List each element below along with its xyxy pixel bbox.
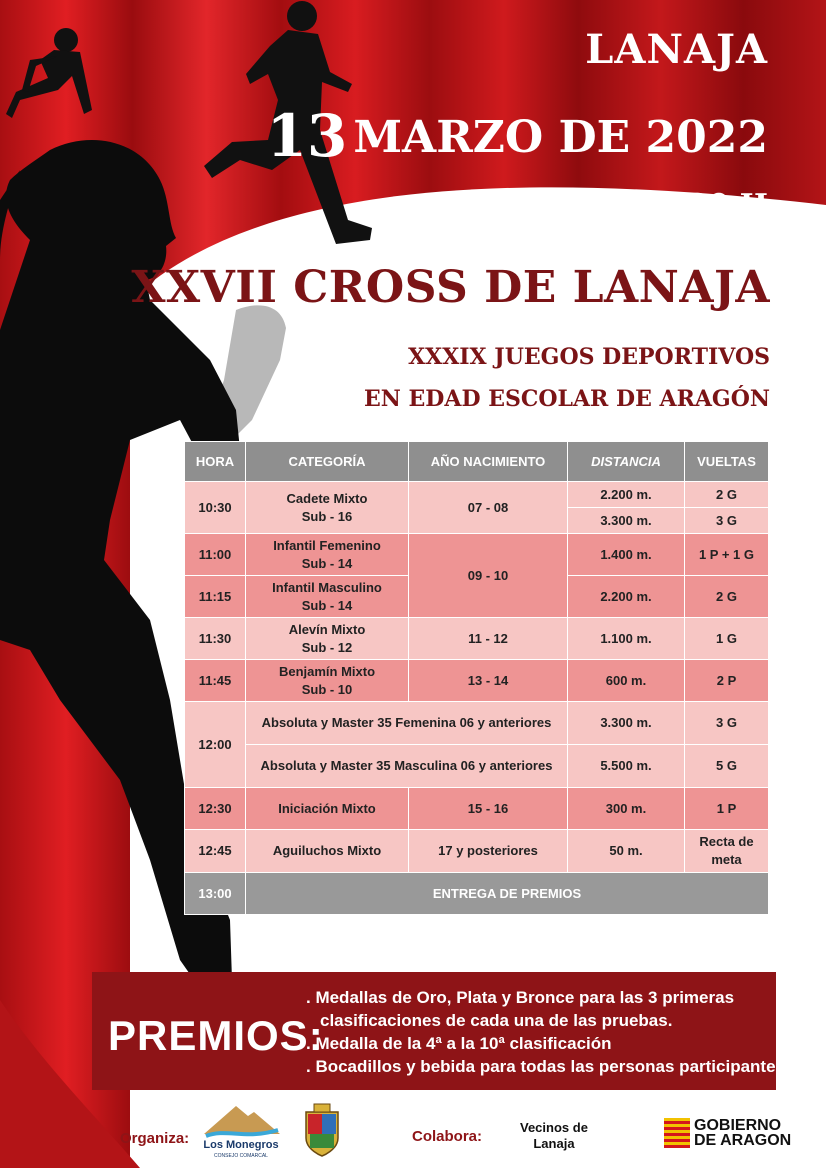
categoria-sub: Sub - 12: [301, 639, 353, 655]
header-anio-nacimiento: AÑO NACIMIENTO: [409, 442, 568, 482]
colabora-label: Colabora:: [412, 1128, 483, 1145]
monegros-name: Los Monegros: [203, 1139, 279, 1151]
categoria-name: Infantil Femenino: [273, 537, 381, 553]
cell-categoria: Absoluta y Master 35 Femenina 06 y anteriores: [246, 702, 568, 745]
cell-anio: 07 - 08: [409, 482, 568, 534]
cell-categoria: [246, 534, 409, 576]
cell-anio: 17 y posteriores: [409, 830, 568, 873]
cell-hora: 13:00: [185, 873, 246, 915]
table-header-row: [185, 442, 769, 482]
prizes-panel: [92, 972, 785, 1090]
cell-categoria: Aguiluchos Mixto: [246, 830, 409, 873]
cell-distancia: 3.300 m.: [568, 702, 685, 745]
cell-hora: 11:15: [185, 576, 246, 618]
organiza-label: Organiza:: [120, 1130, 190, 1147]
cell-distancia: 1.100 m.: [568, 618, 685, 660]
event-date: [267, 102, 768, 170]
cell-hora: 11:00: [185, 534, 246, 576]
lanaja-coat-of-arms: [304, 1102, 340, 1158]
date-month-year: MARZO DE 2022: [353, 112, 768, 163]
categoria-name: Infantil Masculino: [272, 579, 382, 595]
vueltas-line-2: meta: [711, 852, 742, 867]
header-hora: HORA: [185, 442, 246, 482]
cell-anio: 15 - 16: [409, 788, 568, 830]
cell-vueltas: 3 G: [685, 508, 769, 534]
vecinos-de-lanaja: [520, 1120, 588, 1152]
cell-hora: 12:00: [185, 702, 246, 788]
prizes-title: PREMIOS:: [108, 1012, 324, 1059]
monegros-sub: CONSEJO COMARCAL: [214, 1153, 268, 1159]
los-monegros-logo: [196, 1100, 286, 1160]
categoria-sub: Sub - 10: [301, 681, 353, 697]
table-row: [185, 830, 769, 873]
date-day: 13: [266, 102, 348, 170]
gobierno-text: [694, 1118, 791, 1148]
cell-hora: 11:30: [185, 618, 246, 660]
cell-categoria: [246, 618, 409, 660]
categoria-sub: Sub - 14: [301, 555, 353, 571]
cell-vueltas: 1 P + 1 G: [685, 534, 769, 576]
header-distancia: DISTANCIA: [568, 442, 685, 482]
table-row: [185, 482, 769, 508]
categoria-sub: Sub - 16: [301, 508, 353, 524]
cell-distancia: 5.500 m.: [568, 745, 685, 788]
table-row: [185, 660, 769, 702]
aragon-flag-icon: [664, 1118, 690, 1148]
cell-anio: 11 - 12: [409, 618, 568, 660]
cell-anio: 13 - 14: [409, 660, 568, 702]
gobierno-de-aragon-logo: [664, 1117, 792, 1153]
gobierno-line-1: GOBIERNO: [694, 1117, 782, 1134]
cell-distancia: 300 m.: [568, 788, 685, 830]
schedule-table: [184, 441, 769, 915]
cell-entrega-premios: ENTREGA DE PREMIOS: [246, 873, 769, 915]
table-row: [185, 534, 769, 576]
prize-line-2: clasificaciones de cada una de las pruebas.: [320, 1011, 673, 1030]
cell-distancia: 1.400 m.: [568, 534, 685, 576]
cell-distancia: 600 m.: [568, 660, 685, 702]
cell-vueltas: 2 P: [685, 660, 769, 702]
subtitle-line-2: EN EDAD ESCOLAR DE ARAGÓN: [364, 386, 770, 412]
prize-line-1: . Medallas de Oro, Plata y Bronce para las 3 primeras: [306, 988, 735, 1007]
header-categoria: CATEGORÍA: [246, 442, 409, 482]
cell-vueltas: 1 G: [685, 618, 769, 660]
table-row: [185, 745, 769, 788]
table-row: [185, 873, 769, 915]
prize-line-4: . Bocadillos y bebida para todas las personas participantes: [306, 1057, 785, 1076]
table-row: [185, 618, 769, 660]
event-time: 10:30 H: [634, 188, 768, 223]
cell-categoria: [246, 660, 409, 702]
cell-hora: 10:30: [185, 482, 246, 534]
cell-hora: 11:45: [185, 660, 246, 702]
prizes-list: [306, 986, 785, 1078]
cell-categoria: Iniciación Mixto: [246, 788, 409, 830]
cell-anio: 09 - 10: [409, 534, 568, 618]
header-vueltas: VUELTAS: [685, 442, 769, 482]
cell-categoria: [246, 482, 409, 534]
categoria-name: Alevín Mixto: [288, 621, 366, 637]
event-title: XXVII CROSS DE LANAJA: [131, 262, 770, 313]
vueltas-line-1: Recta de: [699, 834, 754, 850]
cell-vueltas: [685, 830, 769, 873]
subtitle-line-1: XXXIX JUEGOS DEPORTIVOS: [408, 344, 770, 370]
cell-distancia: 2.200 m.: [568, 482, 685, 508]
cell-vueltas: 5 G: [685, 745, 769, 788]
cell-categoria: Absoluta y Master 35 Masculina 06 y anteriores: [246, 745, 568, 788]
vecinos-line-2: Lanaja: [533, 1136, 575, 1151]
cell-distancia: 3.300 m.: [568, 508, 685, 534]
table-row: [185, 702, 769, 745]
categoria-sub: Sub - 14: [301, 597, 353, 613]
cell-vueltas: 1 P: [685, 788, 769, 830]
table-row: [185, 788, 769, 830]
town-name: LANAJA: [585, 26, 768, 73]
cell-distancia: 2.200 m.: [568, 576, 685, 618]
prize-line-3: . Medalla de la 4ª a la 10ª clasificación: [306, 1034, 612, 1053]
cell-hora: 12:45: [185, 830, 246, 873]
gobierno-line-2: DE ARAGON: [694, 1132, 792, 1149]
cell-vueltas: 2 G: [685, 482, 769, 508]
cell-vueltas: 2 G: [685, 576, 769, 618]
categoria-name: Cadete Mixto: [286, 490, 368, 506]
cell-hora: 12:30: [185, 788, 246, 830]
vecinos-line-1: Vecinos de: [520, 1120, 588, 1135]
cell-categoria: [246, 576, 409, 618]
cell-vueltas: 3 G: [685, 702, 769, 745]
categoria-name: Benjamín Mixto: [278, 663, 376, 679]
cell-distancia: 50 m.: [568, 830, 685, 873]
